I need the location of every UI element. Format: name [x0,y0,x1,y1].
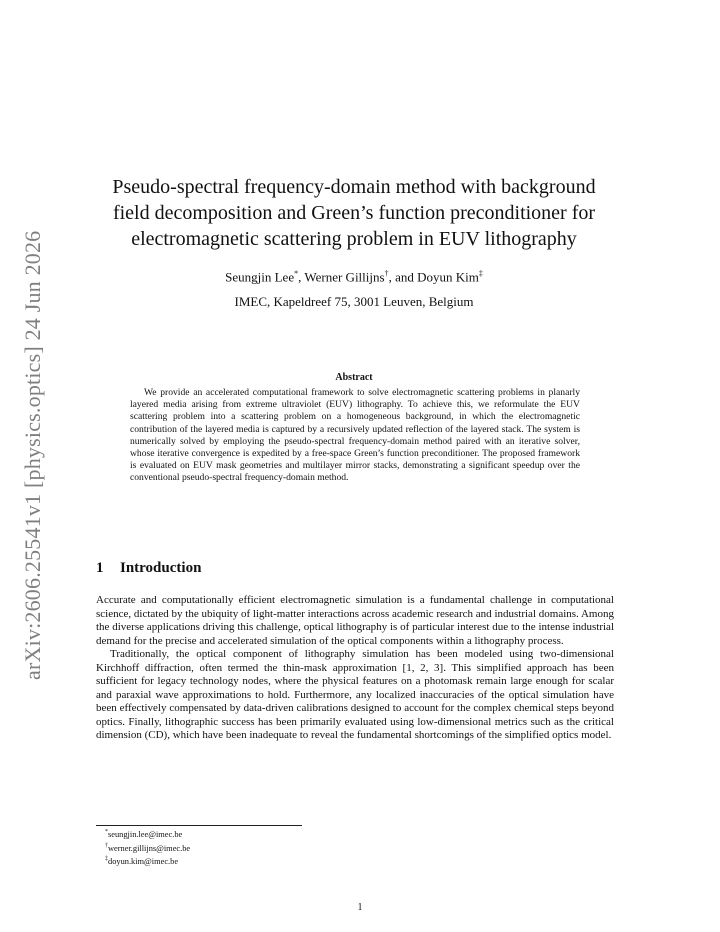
author-name: Werner Gillijns [304,269,385,285]
affiliation: IMEC, Kapeldreef 75, 3001 Leuven, Belgium [234,294,474,309]
author-footnote-mark: ‡ [478,269,483,278]
footnote-divider [96,825,302,826]
paragraph: Accurate and computationally efficient electromagnetic simulation is a fundamental challenge in computational science, dictated by the ubiquity of light-matter interactions across academic research and industrial domains. Among the diverse applications driving this challenge, optical lithography is of particular interest due to the intense industrial demand for the precise and accelerated simulation of the optical components within a lithography process. [96,594,614,647]
footnotes [105,827,190,868]
footnote [105,854,190,868]
body-text [96,594,614,743]
footnote-email: doyun.kim@imec.be [108,856,179,866]
footnote-email: werner.gillijns@imec.be [108,843,191,853]
footnote [105,841,190,855]
author-conjunction: and [395,269,418,285]
author-list [80,266,628,285]
footnote-email: seungjin.lee@imec.be [108,829,183,839]
section-title: Introduction [120,560,202,576]
abstract-heading: Abstract [335,372,373,383]
author-separator: , [388,269,396,285]
footnote-mark: * [105,829,108,835]
section-heading [96,560,201,577]
page-number: 1 [357,902,363,913]
abstract [130,387,580,485]
section-number: 1 [96,560,104,576]
author-footnote-mark: * [294,269,299,278]
footnote-mark: † [105,842,108,849]
paragraph: Traditionally, the optical component of lithography simulation has been modeled using two-dimensional Kirchhoff diffraction, often termed the thin-mask approximation [1, 2, 3]. This simplified approach has been sufficient for legacy technology nodes, where the physical features on a photomask remain large enough for scalar and paraxial wave approximations to hold. Furthermore, any localized inaccuracies of the optical simulation have been effectively compensated by data-driven calibrations designed to account for the complex chemical steps beyond optics. Finally, lithographic success has been primarily evaluated using low-dimensional metrics such as the critical dimension (CD), which have been inadequate to reveal the fundamental shortcomings of the simplified optics model. [96,648,614,741]
author-name: Doyun Kim [417,269,479,285]
title-line: field decomposition and Green’s function preconditioner for [112,202,596,224]
title-line: electromagnetic scattering problem in EUV lithography [131,228,577,250]
title-line: Pseudo-spectral frequency-domain method with background [112,176,596,198]
paper-title [80,174,628,252]
abstract-text: We provide an accelerated computational framework to solve electromagnetic scattering problems in planarly layered media arising from extreme ultraviolet (EUV) lithography. To achieve this, we reformulate the EUV scattering problem into a scattering problem on a homogeneous background, in which the electromagnetic contribution of the layered media is captured by a recursively updated reflection of the layered stack. The system is numerically solved by employing the pseudo-spectral frequency-domain method paired with an iterative solver, whose iterative convergence is expedited by a free-space Green’s function preconditioner. The proposed framework is evaluated on EUV mask geometries and multilayer mirror stacks, demonstrating a significant speedup over the conventional pseudo-spectral frequency-domain method. [130,387,580,484]
author-name: Seungjin Lee [225,269,295,285]
author-footnote-mark: † [384,269,389,278]
author-separator: , [298,269,305,285]
footnote-mark: ‡ [105,856,108,863]
footnote [105,827,190,841]
arxiv-identifier-stamp: arXiv:2606.25541v1 [physics.optics] 24 Jun 2026 [20,230,45,680]
